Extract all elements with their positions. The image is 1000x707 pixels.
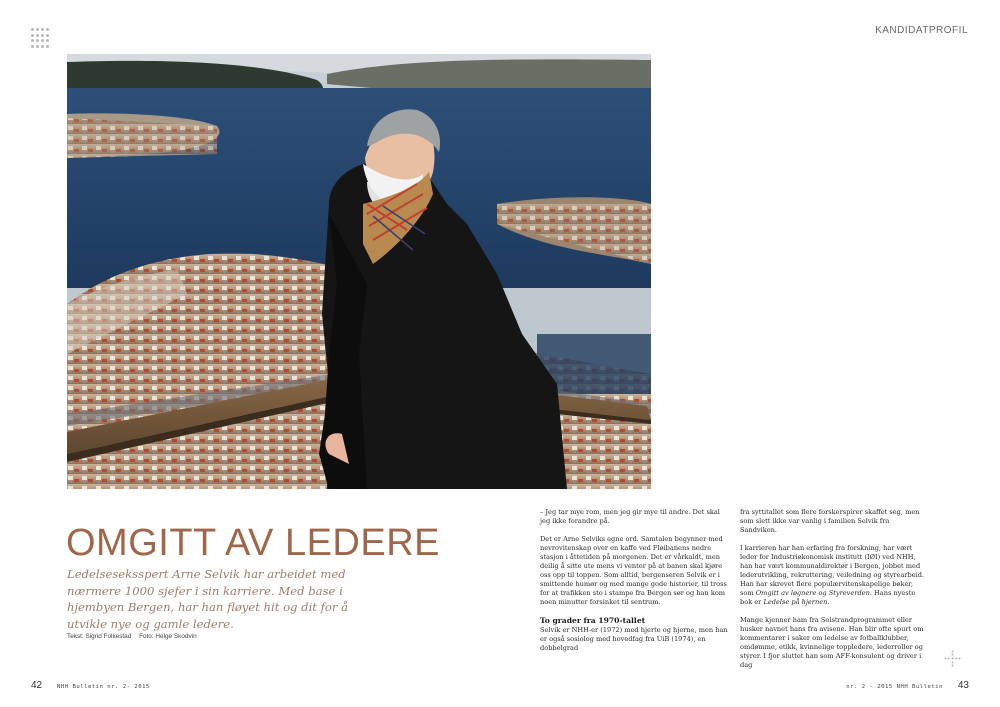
page-number-right: 43	[957, 680, 969, 691]
paragraph: Mange kjenner ham fra Solstrandprogrammet eller husker navnet hans fra avisene. Han blir ofte spurt om kommentarer i saker om ledelse av fotballklubber, omdømme, etikk, kvinnelige toppledere, lederroller og styrer. I fjor sluttet han som AFF-konsulent og driver i dag	[740, 616, 924, 669]
paragraph-text: .	[827, 598, 830, 606]
photo-credit: Foto: Helge Skodvin	[139, 633, 197, 640]
subheading: To grader fra 1970-tallet	[540, 616, 646, 625]
hero-photo	[67, 54, 651, 489]
running-footer-right: nr. 2 - 2015 NHH Bulletin	[846, 684, 943, 690]
portrait-photo-icon	[67, 54, 651, 489]
running-footer-left: NHH Bulletin nr. 2- 2015	[57, 684, 150, 690]
article-column-1	[540, 508, 728, 662]
paragraph-text: . Hans nyeste bok er	[740, 589, 916, 606]
paragraph: Det er Arne Selviks egne ord. Samtalen begynner med nevrovitenskap over en kaffe ved Fløibanens nedre stasjon i åttetiden på morgenen. Det er vårkaldt, men deilig å sitte ute mens vi venter på at banen skal kjøre oss opp til toppen. Som alltid, bergenseren Selvik er i smittende humør og med mange gode historier, til tross for at trafikken sto i stampe fra Bergen sør og han kom noen minutter forsinket til sentrum.	[540, 535, 727, 606]
page-number-left: 42	[31, 680, 43, 691]
dot-grid-ornament-icon	[31, 28, 51, 48]
text-credit: Tekst: Sigrid Folkestad	[67, 633, 132, 640]
article-column-2	[740, 508, 928, 679]
article-headline: OMGITT AV LEDERE	[66, 522, 441, 564]
paragraph: – Jeg tar mye rom, men jeg gir mye til andre. Det skal jeg ikke forandre på.	[540, 508, 720, 525]
book-title: Omgitt av løgnere og Styreverden	[755, 589, 870, 597]
plus-ornament-icon	[944, 650, 961, 667]
paragraph: Selvik er NHH-er (1972) med hjerte og hjerne, men han er også sosiolog med hovedfag fra UiB (1974), en dobbelgrad	[540, 626, 728, 652]
book-title: Ledelse på hjernen	[763, 598, 828, 606]
paragraph: fra syttitallet som flere forskerspirer skaffet seg, men som slett ikke var vanlig i familien Selvik fra Sandviken.	[740, 508, 920, 534]
byline	[67, 633, 197, 640]
article-lede: Ledelseseksspert Arne Selvik har arbeidet med nærmere 1000 sjefer i sin karriere. Med base i hjembyen Bergen, har han fløyet hit og dit for å utvikle nye og gamle ledere.	[67, 567, 349, 631]
paragraph-text: I karrieren har han erfaring fra forskning, har vært leder for Industriøkonomisk institutt (IØI) ved NHH, han har vært kommunaldirektør i Bergen, jobbet med lederutvikling, rekruttering, veiledning og styrearbeid. Han har skrevet flere populærvitenskapelige bøker, som	[740, 544, 925, 597]
paragraph	[740, 544, 928, 607]
section-kicker: KANDIDATPROFIL	[875, 25, 968, 36]
